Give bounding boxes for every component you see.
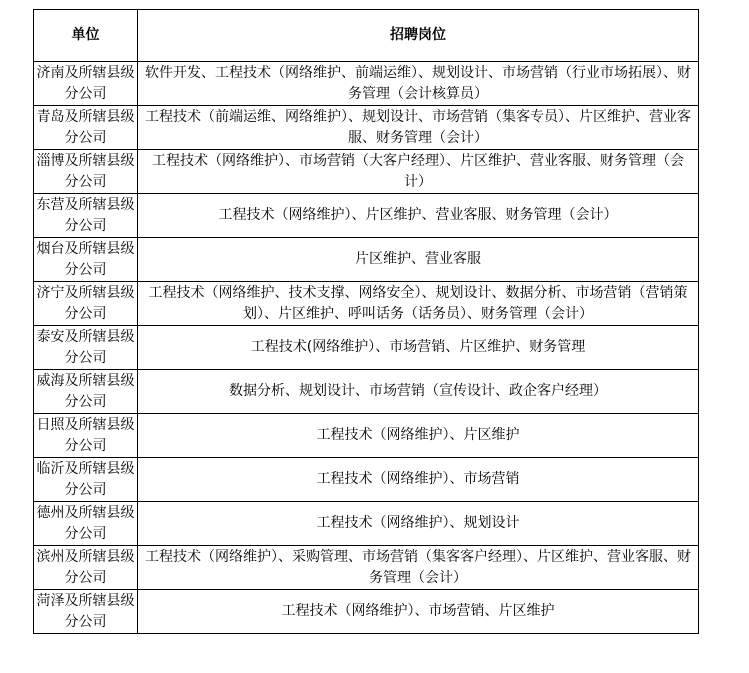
cell-positions: 软件开发、工程技术（网络维护、前端运维）、规划设计、市场营销（行业市场拓展）、财务管理（会计核算员）	[138, 62, 699, 106]
cell-unit: 菏泽及所辖县级分公司	[34, 590, 138, 634]
header-unit: 单位	[34, 10, 138, 62]
recruitment-table	[33, 9, 699, 634]
table-row	[34, 458, 699, 502]
cell-unit: 济南及所辖县级分公司	[34, 62, 138, 106]
table-row	[34, 194, 699, 238]
cell-positions: 工程技术（网络维护）、市场营销、片区维护	[138, 590, 699, 634]
cell-positions: 工程技术（网络维护）、片区维护、营业客服、财务管理（会计）	[138, 194, 699, 238]
cell-positions: 工程技术（网络维护）、市场营销（大客户经理）、片区维护、营业客服、财务管理（会计）	[138, 150, 699, 194]
cell-unit: 烟台及所辖县级分公司	[34, 238, 138, 282]
cell-unit: 青岛及所辖县级分公司	[34, 106, 138, 150]
cell-positions: 工程技术（网络维护）、片区维护	[138, 414, 699, 458]
recruitment-table-container	[33, 9, 699, 634]
cell-unit: 东营及所辖县级分公司	[34, 194, 138, 238]
cell-positions: 工程技术（网络维护）、规划设计	[138, 502, 699, 546]
cell-unit: 德州及所辖县级分公司	[34, 502, 138, 546]
cell-positions: 工程技术（前端运维、网络维护）、规划设计、市场营销（集客专员）、片区维护、营业客服、财务管理（会计）	[138, 106, 699, 150]
table-row	[34, 414, 699, 458]
table-row	[34, 150, 699, 194]
table-row	[34, 326, 699, 370]
table-row	[34, 546, 699, 590]
cell-positions: 片区维护、营业客服	[138, 238, 699, 282]
cell-unit: 泰安及所辖县级分公司	[34, 326, 138, 370]
cell-positions: 工程技术(网络维护）、市场营销、片区维护、财务管理	[138, 326, 699, 370]
table-row	[34, 502, 699, 546]
cell-positions: 工程技术（网络维护、技术支撑、网络安全）、规划设计、数据分析、市场营销（营销策划）、片区维护、呼叫话务（话务员）、财务管理（会计）	[138, 282, 699, 326]
table-body	[34, 62, 699, 634]
cell-unit: 临沂及所辖县级分公司	[34, 458, 138, 502]
table-row	[34, 106, 699, 150]
table-row	[34, 590, 699, 634]
table-row	[34, 370, 699, 414]
header-positions: 招聘岗位	[138, 10, 699, 62]
cell-unit: 淄博及所辖县级分公司	[34, 150, 138, 194]
cell-positions: 工程技术（网络维护）、市场营销	[138, 458, 699, 502]
table-row	[34, 62, 699, 106]
cell-unit: 济宁及所辖县级分公司	[34, 282, 138, 326]
cell-unit: 日照及所辖县级分公司	[34, 414, 138, 458]
cell-unit: 威海及所辖县级分公司	[34, 370, 138, 414]
table-row	[34, 282, 699, 326]
table-header-row	[34, 10, 699, 62]
table-row	[34, 238, 699, 282]
cell-positions: 数据分析、规划设计、市场营销（宣传设计、政企客户经理）	[138, 370, 699, 414]
cell-unit: 滨州及所辖县级分公司	[34, 546, 138, 590]
cell-positions: 工程技术（网络维护）、采购管理、市场营销（集客客户经理）、片区维护、营业客服、财务管理（会计）	[138, 546, 699, 590]
